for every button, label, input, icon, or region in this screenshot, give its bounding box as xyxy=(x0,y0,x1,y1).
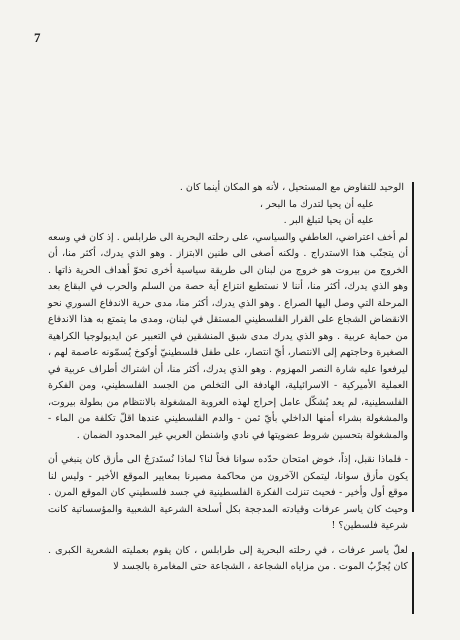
verse-line: عليه أن يحيا لتدرك ما البحر ، xyxy=(259,198,374,210)
paragraph: لعلّ ياسر عرفات ، في رحلته البحرية إلى طرابلس ، كان يقوم بعمليته الشعرية الكبرى . كان يُجرِّبُ الموت . من مزاياه الشجاعة ، الشجاعة حتى المغامرة بالجسد لا xyxy=(48,544,408,572)
verse-line: الوحيد للتفاوض مع المستحيل ، لأنه هو المكان أينما كان . xyxy=(179,182,404,193)
margin-rule-lower xyxy=(412,552,414,614)
paragraph: لم أخف اعتراضي، العاطفي والسياسي، على رحلته البحرية الى طرابلس . إذ كان في وسعه أن يتجنّب هذا الاستدراج . ولكنه أصغى الى طنين الابتزاز . وهو الذي يدرك، أكثر منا، أن الخروج من بيروت هو خروج من لبنان الى طريقة سياسية أخرى تحوّ أهداف الحرية ذاتها . وهو الذي يدرك، أكثر منا، أننا لا نستطيع انتزاع أية حصة من السلم والحرب في البقاع بعد المرحلة التي وصل اليها الصراع . وهو الذي يدرك، أكثر منا، مدى حرية الاندفاع السوري نحو الانقضاض الشجاع على القرار الفلسطيني المستقل في لبنان، ومدى ما يتمتع به هذا الاندفاع من حماية عربية . وهو الذي يدرك مدى شبق المنشقين في التعبير عن ايديولوجيا الكراهية الصغيرة وحاجتهم إلى الانتصار، أيّ انتصار، على طفل فلسطينيّ أوكوخ يُسمّونه عاصمة لهم ، ليرفعوا عليه شارة النصر المهزوم . وهو الذي يدرك، أكثر منا، أن اشتراك أطراف عربية في العملية الأميركية - الاسرائيلية، الهادفة الى التخلص من الجسد الفلسطيني، ومن الفكرة الفلسطينية، لم يعد يُشكّل عامل إحراج لهذه العروبة المشغولة بالانتظام من بطولة بيروت، والمشغولة بشراء أمنها الداخلي بأيّ ثمن - والدم الفلسطيني عندها اقلّ تكلفة من الماء - والمشغولة بتحسين شروط عضويتها في نادي واشنطن العربي غير المحدود الضمان . xyxy=(48,231,408,441)
verse-line: عليه أن يحيا لتبلغ البر . xyxy=(283,215,374,226)
page-body xyxy=(48,180,408,576)
paragraph: - فلماذا نقبل، إذاً، خوض امتحان حدّده سوانا فخاً لنا؟ لماذا نُستَدرَجُ الى مأزق كان ينبغي أن يكون مأزق سوانا، ليتمكن الآخرون من محاكمة مصيرنا بمعايير الموقع الأخير - وليس لنا موقع أول وأخير - فحيث تنزلت الفكرة الفلسطينية في جسد فلسطيني كان الموقع المرن . وحيث كان ياسر عرفات وقيادته المدججة بكل أسلحة الشرعية الشعبية والمؤسساتية كانت شرعية فلسطين؟ ! xyxy=(48,454,408,531)
page-number: 7 xyxy=(34,30,41,45)
margin-rule-upper xyxy=(412,182,414,512)
